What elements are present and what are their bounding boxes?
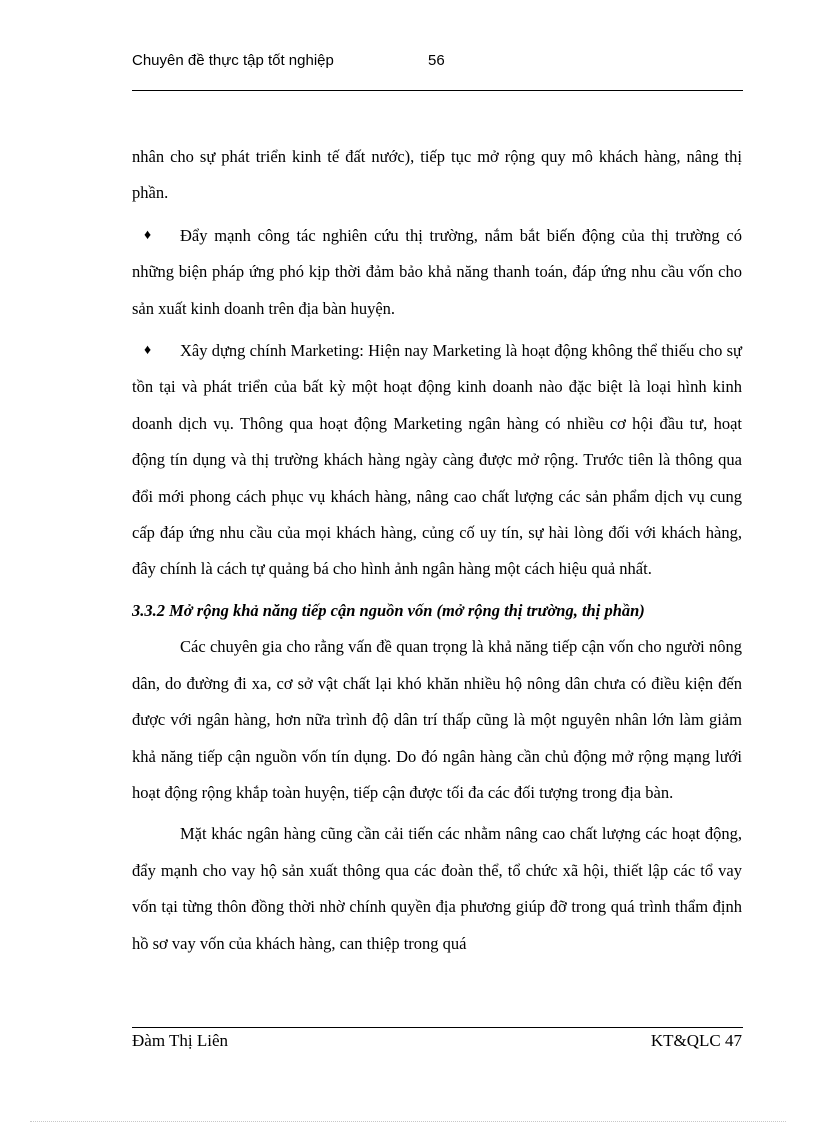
footer-author: Đàm Thị Liên xyxy=(132,1031,228,1050)
bullet-item xyxy=(132,333,742,588)
footer-divider xyxy=(132,1027,743,1028)
diamond-bullet-icon: ♦ xyxy=(144,343,152,359)
page-footer xyxy=(132,1031,742,1055)
page-body xyxy=(132,139,742,962)
intro-paragraph: nhân cho sự phát triển kinh tế đất nước), tiếp tục mở rộng quy mô khách hàng, nâng thị phần. xyxy=(132,147,742,203)
bullet-text: Đẩy mạnh công tác nghiên cứu thị trường, nắm bắt biến động của thị trường có những biện pháp ứng phó kịp thời đảm bảo khả năng thanh toán, đáp ứng nhu cầu vốn cho sản xuất kinh doanh trên địa bàn huyện. xyxy=(132,225,742,318)
footer-class-code: KT&QLC 47 xyxy=(650,1031,742,1050)
body-paragraph: Các chuyên gia cho rằng vấn đề quan trọng là khả năng tiếp cận vốn cho người nông dân, do đường đi xa, cơ sở vật chất lại khó khăn nhiều hộ nông dân chưa có điều kiện đến được với ngân hàng, hơn nữa trình độ dân trí thấp cũng là một nguyên nhân lớn làm giảm khả năng tiếp cận nguồn vốn tín dụng. Do đó ngân hàng cần chủ động mở rộng mạng lưới hoạt động rộng khắp toàn huyện, tiếp cận được tối đa các đối tượng trong địa bàn. xyxy=(132,637,742,802)
bullet-item xyxy=(132,218,742,327)
header-divider xyxy=(132,90,743,91)
page-header xyxy=(132,50,742,76)
section-heading: 3.3.2 Mở rộng khả năng tiếp cận nguồn vốn (mở rộng thị trường, thị phần) xyxy=(132,600,645,620)
diamond-bullet-icon: ♦ xyxy=(144,227,152,243)
bullet-text: Xây dựng chính Marketing: Hiện nay Marketing là hoạt động không thể thiếu cho sự tồn tại và phát triển của bất kỳ một hoạt động kinh doanh nào đặc biệt là loại hình kinh doanh dịch vụ. Thông qua hoạt động Marketing ngân hàng có nhiều cơ hội đầu tư, hoạt động tín dụng và thị trường khách hàng ngày càng được mở rộng. Trước tiên là thông qua đổi mới phong cách phục vụ khách hàng, nâng cao chất lượng các sản phẩm dịch vụ cung cấp đáp ứng nhu cầu của mọi khách hàng, củng cố uy tín, sự hài lòng đối với khách hàng, đây chính là cách tự quảng bá cho hình ảnh ngân hàng một cách hiệu quả nhất. xyxy=(132,341,742,579)
page-number: 56 xyxy=(428,52,445,69)
header-title: Chuyên đề thực tập tốt nghiệp xyxy=(132,52,334,69)
page-edge-divider xyxy=(30,1121,786,1122)
body-paragraph: Mặt khác ngân hàng cũng cần cải tiến các nhằm nâng cao chất lượng các hoạt động, đẩy mạnh cho vay hộ sản xuất thông qua các đoàn thể, tổ chức xã hội, thiết lập các tổ vay vốn tại từng thôn đồng thời nhờ chính quyền địa phương giúp đỡ trong quá trình thẩm định hồ sơ vay vốn của khách hàng, can thiệp trong quá xyxy=(132,824,742,953)
